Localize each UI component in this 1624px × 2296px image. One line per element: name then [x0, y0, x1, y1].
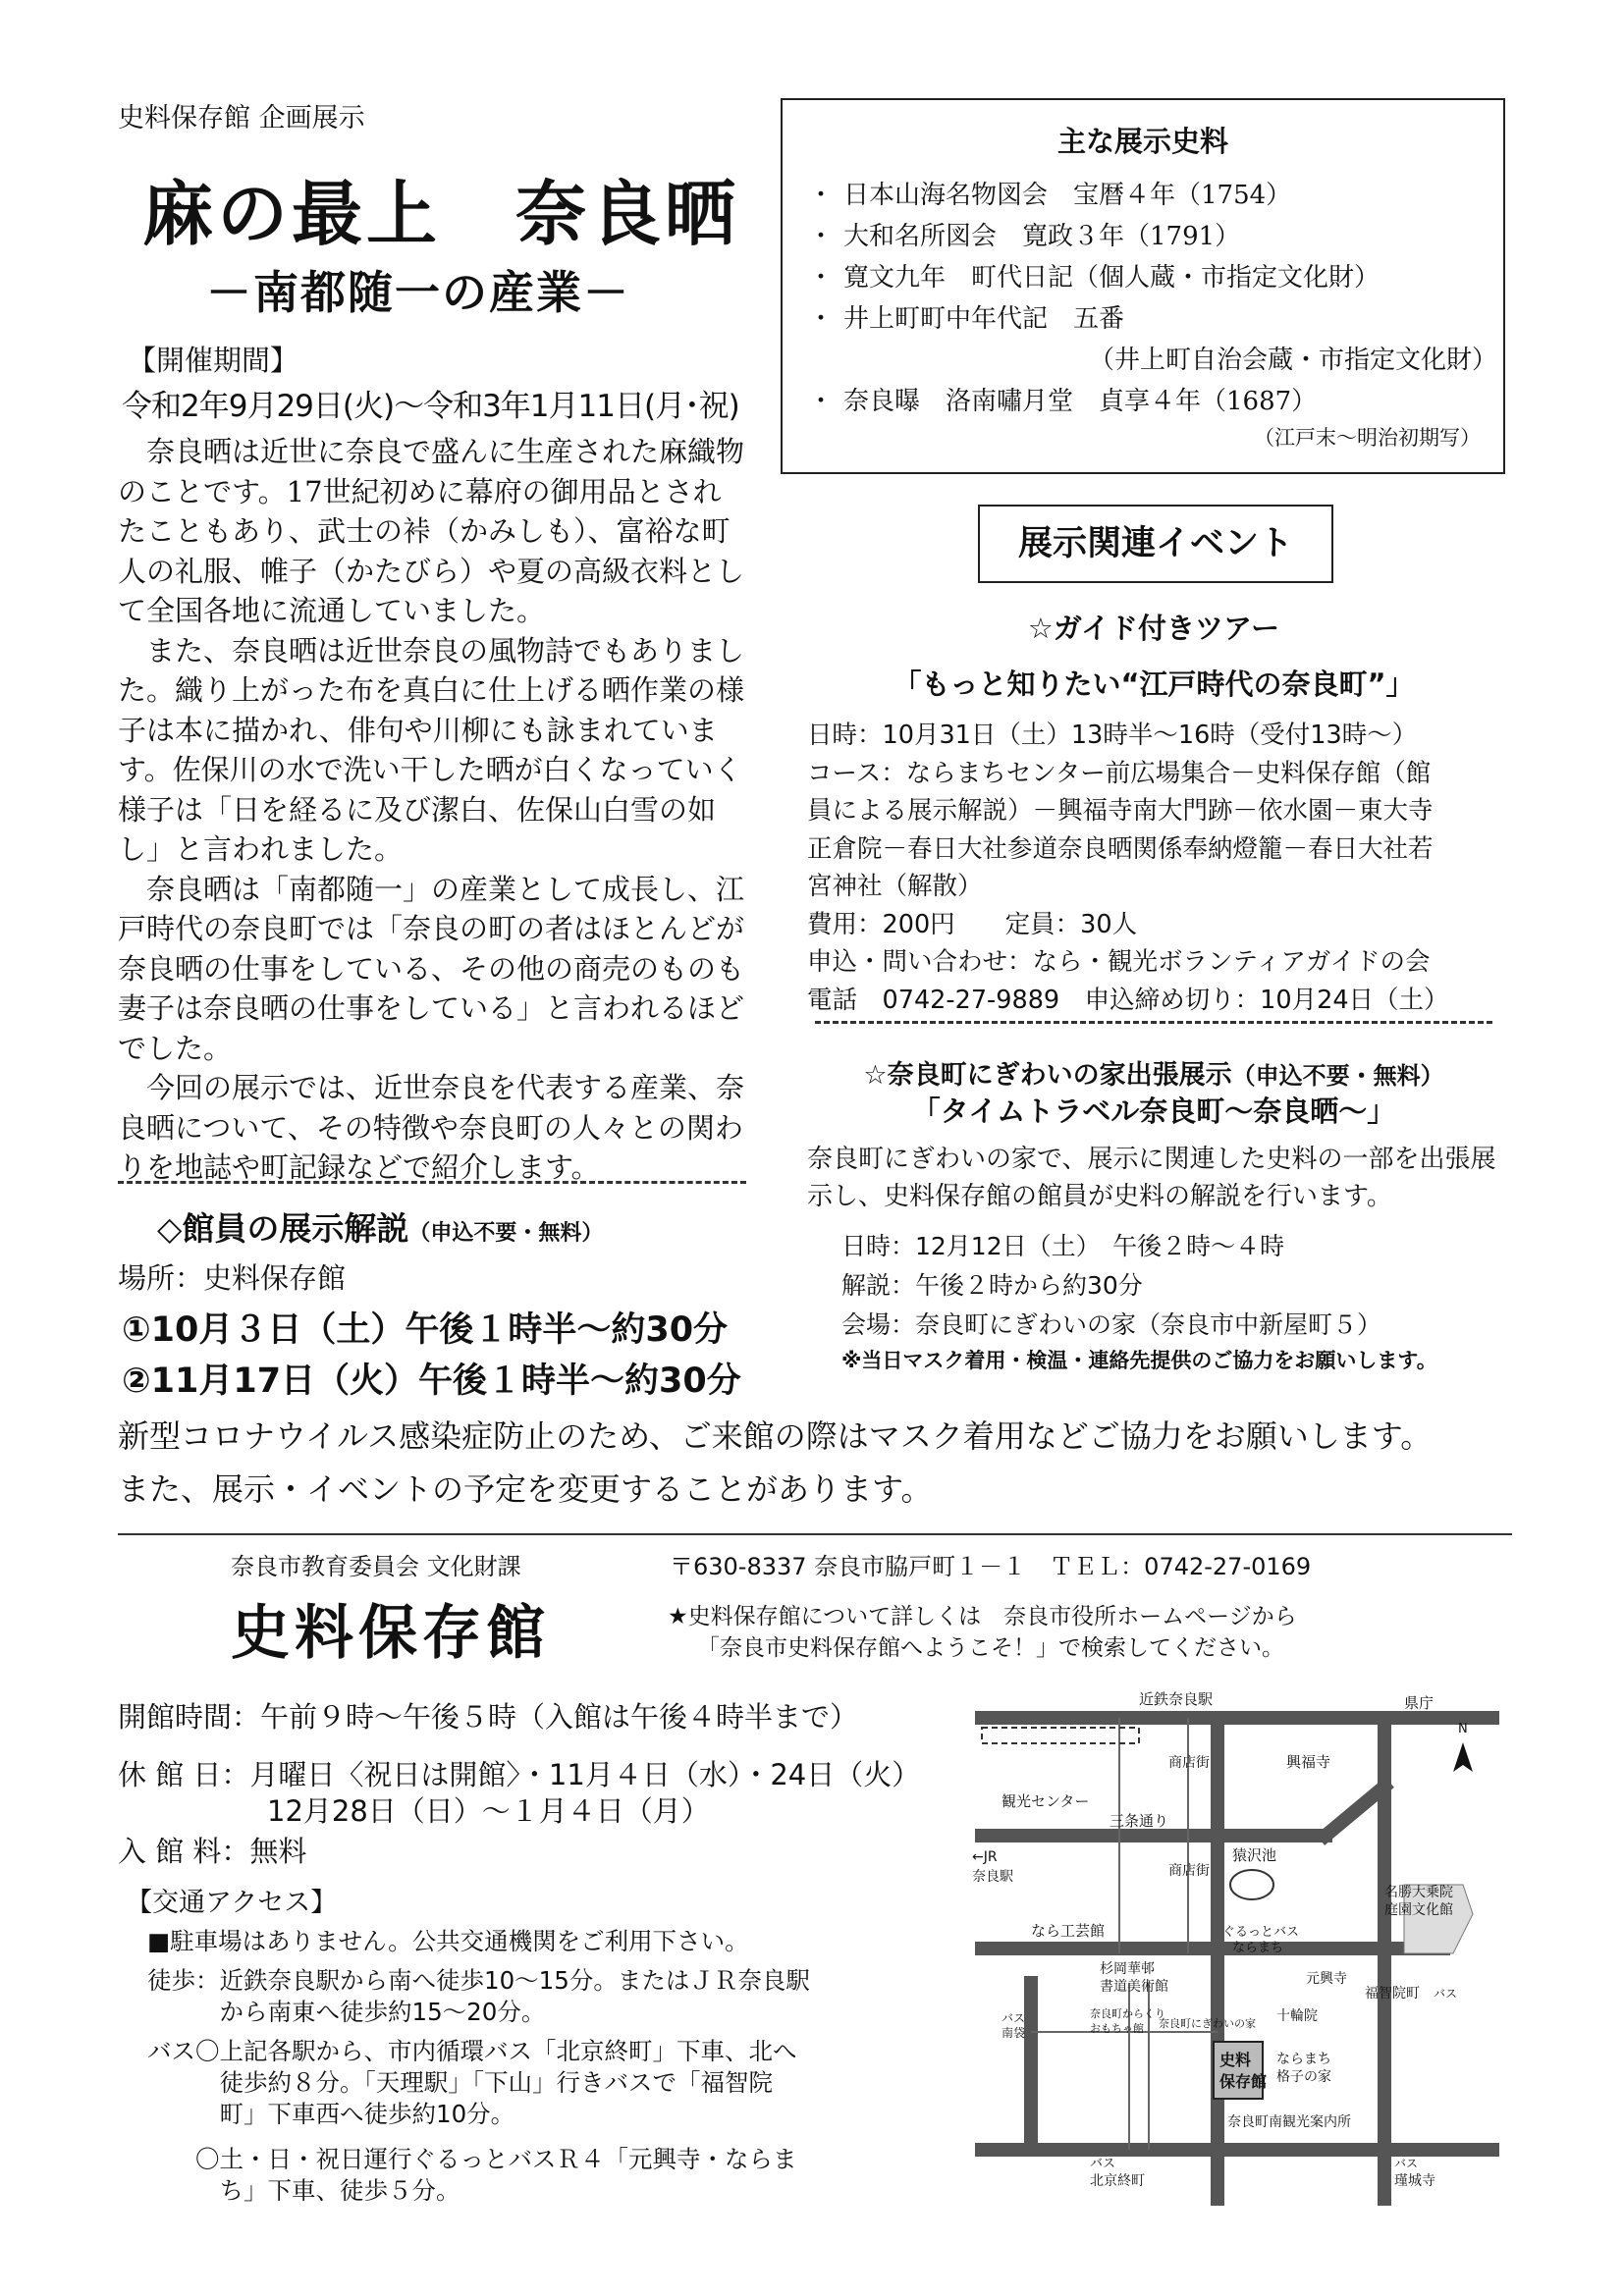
branch-line: 解説：午後２時から約30分 — [841, 1271, 1143, 1300]
map-label: 商店街 — [1168, 1755, 1210, 1771]
branch-exhibit-title: 「タイムトラベル奈良町～奈良晒～」 — [911, 1095, 1396, 1128]
map-label: 元興寺 — [1306, 1971, 1347, 1987]
materials-item: ・ 奈良曝 洛南嘯月堂 貞享４年（1687） — [843, 381, 1317, 417]
walk-label: 徒歩： — [147, 1966, 220, 1995]
weekend-bus-text: ち」下車、徒歩５分。 — [219, 2176, 460, 2205]
map-label: なら工芸館 — [1031, 1922, 1106, 1940]
access-heading: 【交通アクセス】 — [126, 1888, 338, 1918]
branch-exhibit-note: ※当日マスク着用・検温・連絡先提供のご協力をお願いします。 — [841, 1349, 1437, 1372]
intro-paragraph: また、奈良晒は近世奈良の風物詩でもありました。織り上がった布を真白に仕上げる晒作業の様子は本に描かれ、俳句や川柳にも詠まれています。佐保川の水で洗い干した晒が白くなっていく様子は「日を経るに及び潔白、佐保山白雪の如し」と言われました。 — [118, 633, 745, 866]
materials-item: ・ 大和名所図会 寛政３年（1791） — [843, 216, 1240, 252]
tour-heading: ☆ガイド付きツアー — [1027, 612, 1280, 645]
bus-text: 町」下車西へ徒歩約10分。 — [219, 2100, 515, 2128]
bullet-icon: ・ — [808, 222, 835, 251]
tour-line: 宮神社（解散） — [807, 872, 983, 901]
map-label: 史料 — [1219, 2051, 1252, 2069]
intro-paragraph: 奈良晒は「南都随一」の産業として成長し、江戸時代の奈良町では「奈良の町の者はほとんどが奈良晒の仕事をしている、その他の商売のものも妻子は奈良晒の仕事をしている」と言われるほどでした。 — [118, 872, 745, 1065]
bullet-icon: ・ — [808, 181, 835, 210]
parking-note: ■駐車場はありません。公共交通機関をご利用下さい。 — [147, 1927, 749, 1955]
branch-heading-note: （申込不要・無料） — [1231, 1062, 1444, 1090]
intro-paragraph: 今回の展示では、近世奈良を代表する産業、奈良晒について、その特徴や奈良町の人々との関わりを地誌や町記録などで紹介します。 — [118, 1071, 745, 1184]
tour-line: 正倉院－春日大社参道奈良晒関係奉納燈籠－春日大社若 — [807, 833, 1434, 864]
exhibition-kicker: 史料保存館 企画展示 — [118, 103, 365, 133]
map-label: ぐるっとバス — [1222, 1925, 1300, 1940]
map-label: バス — [1434, 1987, 1458, 2001]
map-label: 奈良駅 — [972, 1869, 1013, 1885]
map-label: 北京終町 — [1090, 2173, 1145, 2189]
map-label: 書道美術館 — [1100, 1979, 1168, 1995]
materials-box — [781, 98, 1505, 474]
bus-text: 上記各駅から、市内循環バス「北京終町」下車、北へ — [219, 2037, 797, 2065]
map-label: 庭園文化館 — [1384, 1902, 1453, 1918]
map-label: 県庁 — [1404, 1694, 1435, 1712]
map-label: バス — [1394, 2157, 1419, 2170]
exhibition-subtitle: －南都随一の産業－ — [206, 266, 630, 319]
tour-title: 「もっと知りたい“江戸時代の奈良町”」 — [893, 667, 1415, 701]
map-label: 十輪院 — [1276, 2008, 1318, 2024]
materials-item: ・ 井上町町中年代記 五番 — [843, 298, 1124, 335]
staff-commentary-note: （申込不要・無料） — [408, 1221, 604, 1246]
address-line: 〒630-8337 奈良市脇戸町１－１ ＴＥＬ：0742-27-0169 — [670, 1553, 1312, 1580]
access-map — [972, 1688, 1502, 2209]
branch-exhibit-details — [841, 1227, 1381, 1345]
intro-text — [118, 432, 746, 1188]
tour-line: 費用：200円 定員：30人 — [807, 909, 1138, 939]
covid-notice: 新型コロナウイルス感染症防止のため、ご来館の際はマスク着用などご協力をお願いします。 — [118, 1417, 1433, 1455]
organization-label: 奈良市教育委員会 文化財課 — [231, 1553, 521, 1580]
materials-item: ・ 寛文九年 町代日記（個人蔵・市指定文化財） — [843, 257, 1380, 294]
bullet-icon: ・ — [808, 263, 835, 293]
map-label: 観光センター — [1001, 1792, 1090, 1810]
map-label: 奈良町南観光案内所 — [1227, 2114, 1351, 2130]
map-label: 興福寺 — [1286, 1753, 1331, 1771]
map-label: 三条通り — [1110, 1812, 1169, 1830]
map-label: 猿沢池 — [1232, 1846, 1277, 1864]
exhibition-title: 麻の最上 奈良晒 — [142, 172, 740, 255]
admission-fee: 入 館 料：無料 — [118, 1835, 307, 1868]
bus-route — [147, 2036, 893, 2130]
weekend-bus-route — [147, 2144, 893, 2207]
map-label: ならまち — [1276, 2052, 1331, 2067]
map-label: 奈良町からくり — [1090, 2007, 1165, 2020]
materials-title: 主な展示史料 — [1056, 125, 1228, 158]
branch-exhibit-heading — [795, 1053, 1512, 1092]
map-label: おもちゃ館 — [1090, 2022, 1144, 2035]
map-label: 格子の家 — [1276, 2069, 1331, 2085]
schedule-notice: また、展示・イベントの予定を変更することがあります。 — [118, 1470, 933, 1508]
events-heading: 展示関連イベント — [978, 505, 1333, 583]
intro-paragraph: 奈良晒は近世に奈良で盛んに生産された麻織物のことです。17世紀初めに幕府の御用品とされたこともあり、武士の裃（かみしも）、富裕な町人の礼服、帷子（かたびら）や夏の高級衣料として全国各地に流通していました。 — [118, 435, 745, 627]
map-label: 瑾城寺 — [1394, 2173, 1435, 2189]
period-label: 【開催期間】 — [128, 344, 299, 377]
branch-exhibit-description: 奈良町にぎわいの家で、展示に関連した史料の一部を出張展示し、史料保存館の館員が史料の解説を行います。 — [807, 1145, 1496, 1211]
branch-line: 日時：12月12日（土） 午後２時～４時 — [841, 1232, 1285, 1260]
map-label: バス — [1001, 2011, 1026, 2025]
map-label: バス — [1090, 2157, 1116, 2171]
staff-session: ②11月17日（火）午後１時半～約30分 — [122, 1362, 741, 1401]
staff-session: ①10月３日（土）午後１時半～約30分 — [122, 1310, 729, 1350]
tour-line: 申込・問い合わせ：なら・観光ボランティアガイドの会 — [807, 947, 1431, 977]
map-label: ←JR — [972, 1849, 998, 1865]
tour-details — [807, 717, 1502, 1019]
materials-item-note: （井上町自治会蔵・市指定文化財） — [1089, 346, 1498, 375]
map-label: 商店街 — [1168, 1863, 1210, 1879]
opening-hours: 開館時間：午前９時～午後５時（入館は午後４時半まで） — [118, 1700, 859, 1734]
bullet-icon: ・ — [808, 304, 835, 334]
walk-text: から南東へ徒歩約15～20分。 — [219, 1998, 546, 2026]
materials-item-note: （江戸末～明治初期写） — [1254, 426, 1481, 450]
branch-heading-text: ☆奈良町にぎわいの家出張展示 — [863, 1060, 1232, 1091]
staff-commentary-place: 場所：史料保存館 — [118, 1261, 347, 1295]
map-label: 杉岡華邨 — [1100, 1961, 1155, 1977]
tour-line: 電話 0742-27-9889 申込締め切り：10月24日（土） — [807, 985, 1449, 1015]
bullet-icon: ・ — [808, 387, 835, 416]
left-divider — [118, 1181, 746, 1184]
staff-commentary-title — [157, 1203, 603, 1250]
map-label: 奈良町にぎわいの家 — [1159, 2017, 1256, 2030]
footer-divider — [118, 1533, 1512, 1535]
map-label: N — [1458, 1722, 1468, 1736]
period-text: 令和2年9月29日(火)～令和3年1月11日(月･祝) — [122, 389, 739, 424]
map-label: 近鉄奈良駅 — [1139, 1690, 1214, 1708]
map-label: 名勝大乗院 — [1384, 1885, 1453, 1900]
map-label: 保存館 — [1219, 2072, 1268, 2091]
map-label: 南袋 — [1001, 2026, 1026, 2040]
staff-commentary-heading: ◇館員の展示解説 — [157, 1209, 409, 1248]
materials-item: ・ 日本山海名物図会 宝暦４年（1754） — [843, 175, 1291, 211]
walk-route — [147, 1965, 893, 2028]
closed-days: 休 館 日：月曜日〈祝日は開館〉・11月４日（水）・24日（火） — [118, 1758, 921, 1791]
tour-line: 日時：10月31日（土）13時半～16時（受付13時～） — [807, 721, 1418, 750]
tour-line: コース：ならまちセンター前広場集合－史料保存館（館 — [807, 758, 1432, 788]
closed-days-cont: 12月28日（日）～１月４日（月） — [267, 1794, 710, 1828]
walk-text: 近鉄奈良駅から南へ徒歩10～15分。またはＪＲ奈良駅 — [219, 1966, 810, 1995]
tour-line: 員による展示解説）－興福寺南大門跡－依水園－東大寺 — [807, 796, 1434, 826]
map-label: ならまち — [1232, 1941, 1284, 1955]
more-info-line: ★史料保存館について詳しくは 奈良市役所ホームページから — [668, 1604, 1297, 1629]
access-details — [147, 1926, 893, 2215]
weekend-bus-text: 〇土・日・祝日運行ぐるっとバスＲ４「元興寺・ならま — [195, 2145, 797, 2173]
more-info-line: 「奈良市史料保存館へようこそ！」で検索してください。 — [697, 1635, 1284, 1661]
branch-line: 会場：奈良町にぎわいの家（奈良市中新屋町５） — [841, 1310, 1382, 1339]
bus-text: 徒歩約８分。「天理駅」「下山」行きバスで「福智院 — [219, 2068, 773, 2097]
bus-label: バス〇 — [147, 2037, 220, 2065]
map-label: 福智院町 — [1365, 1986, 1420, 2002]
museum-name: 史料保存館 — [231, 1599, 550, 1668]
right-divider — [815, 1021, 1492, 1024]
